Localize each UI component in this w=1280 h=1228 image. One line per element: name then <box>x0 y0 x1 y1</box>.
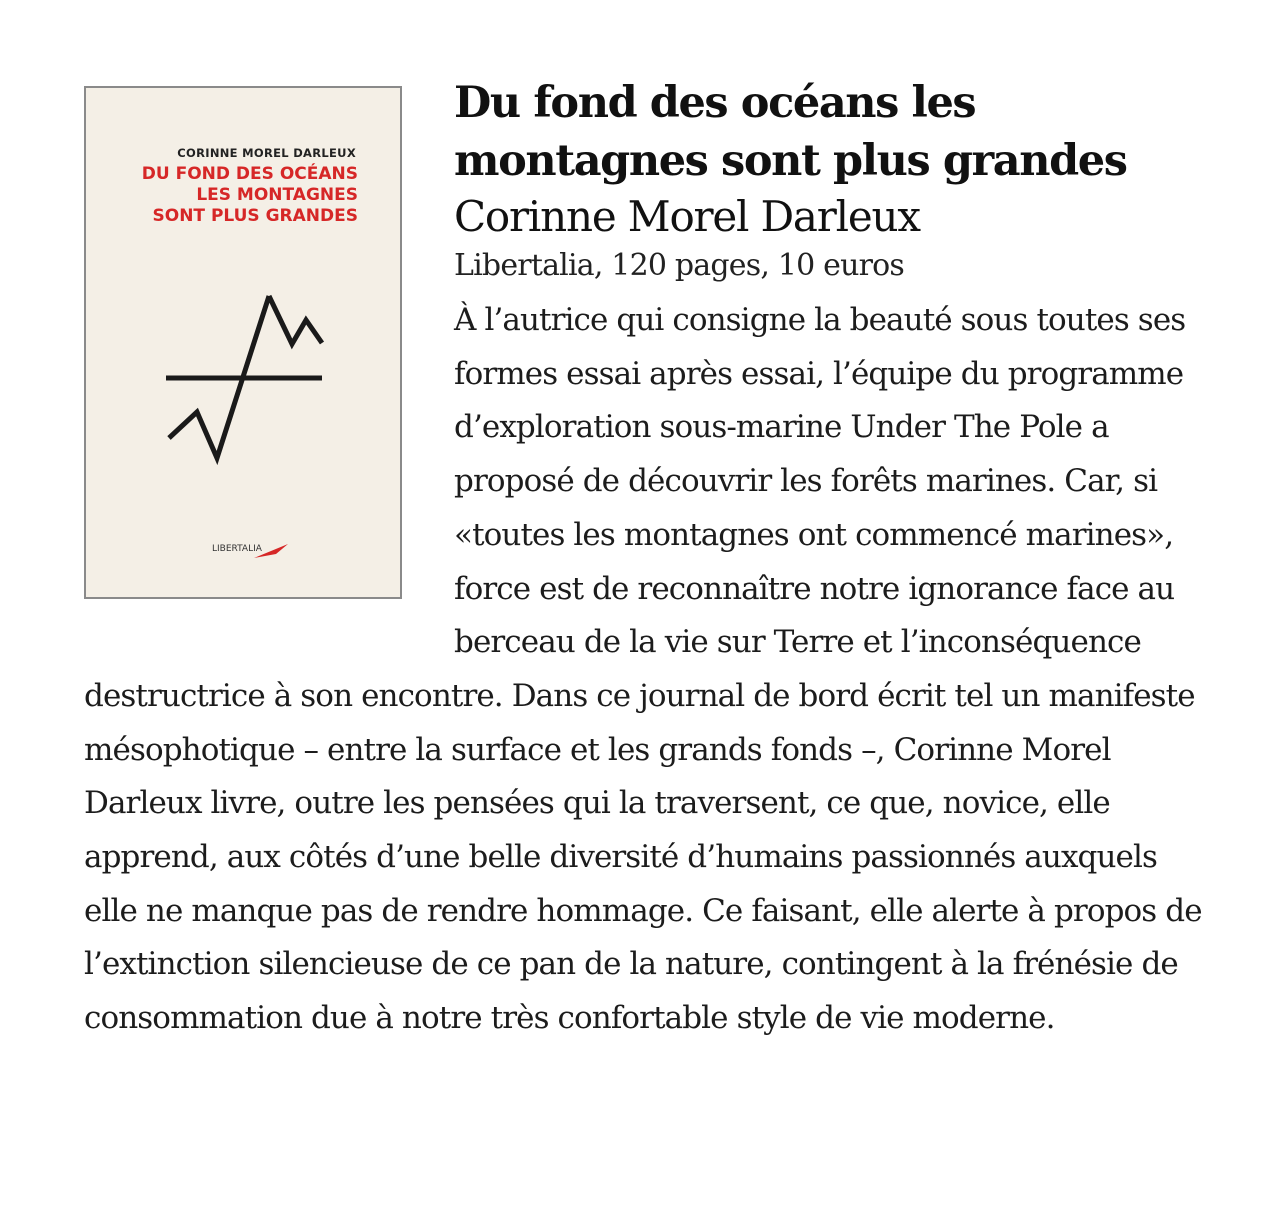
cover-title-line: DU FOND DES OCÉANS <box>141 164 358 184</box>
cover-publisher: LIBERTALIA <box>212 544 262 554</box>
book-cover <box>84 86 402 599</box>
cover-mountain-wave-illustration <box>86 88 400 597</box>
cover-zigzag-upper <box>269 296 322 344</box>
cover-title-line: LES MONTAGNES <box>196 185 358 205</box>
article-body: À l’autrice qui consigne la beauté sous toutes ses formes essai après essai, l’équipe du programme d’exploration sous-marine Under The Pole a proposé de découvrir les forêts marines. Car, si «toutes les montagnes ont commencé marines», force est de reconnaître notre ignorance face au berceau de la vie sur Terre et l’inconséquence destructrice à son encontre. Dans ce journal de bord écrit tel un manifeste mésophotique – entre la surface et les grands fonds –, Corinne Morel Darleux livre, outre les pensées qui la traversent, ce que, novice, elle apprend, aux côtés d’une belle diversité d’humains passionnés auxquels elle ne manque pas de rendre hommage. Ce faisant, elle alerte à propos de l’extinction silencieuse de ce pan de la nature, contingent à la frénésie de consommation due à notre très confortable style de vie moderne. <box>84 302 1202 1037</box>
article-author: Corinne Morel Darleux <box>454 192 920 241</box>
book-review <box>84 74 1216 1046</box>
article-title: Du fond des océans les montagnes sont plus grandes <box>454 78 1127 186</box>
article-publication-info: Libertalia, 120 pages, 10 euros <box>454 248 905 283</box>
cover-title-line: SONT PLUS GRANDES <box>152 206 358 226</box>
cover-author: CORINNE MOREL DARLEUX <box>177 146 356 160</box>
